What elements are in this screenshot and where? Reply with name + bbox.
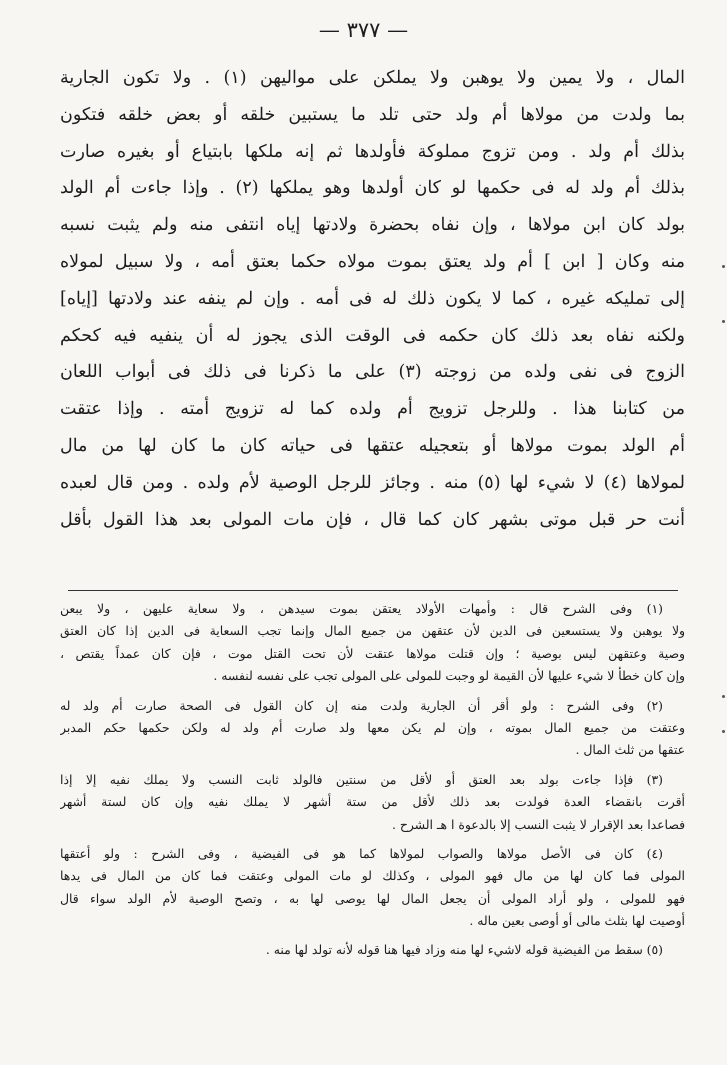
main-text-line: من كتابنا هذا . وللرجل تزويج أم ولده كما له تزويج أمته . وإذا عتقت bbox=[60, 399, 685, 420]
main-text-line: لمولاها (٤) لا شيء لها (٥) منه . وجائز للرجل الوصية لأم ولده . ومن قال لعبده bbox=[60, 472, 685, 493]
footnote-1 bbox=[60, 598, 685, 688]
footnote-line: (٤) كان فى الأصل مولاها والصواب لمولاها كما هو فى الفيضية ، وفى الشرح : ولو أعتقها bbox=[60, 845, 663, 861]
footnote-line: وصية وعتقهن ليس بوصية ؛ وإن قتلت مولاها عتقت لأن تحت القتل موت ، فإن كان عمداً يقتص ، bbox=[60, 645, 685, 661]
footnote-4 bbox=[60, 843, 685, 933]
main-text-line: أم الولد بموت مولاها أو بتعجيله عتقها فى حياته كان ما كان لها من مال bbox=[60, 435, 685, 456]
footnote-divider bbox=[68, 590, 678, 591]
footnote-line: ولا يوهبن ولا يستسعين فى الدين لأن عتقهن من جميع المال وإنما تجب السعاية فى الدين إذا كان العتق bbox=[60, 623, 685, 639]
main-text-line: المال ، ولا يمين ولا يوهبن ولا يملكن على مواليهن (١) . ولا تكون الجارية bbox=[60, 68, 685, 88]
scan-mark bbox=[722, 695, 725, 698]
footnote-line: (٢) وفى الشرح : ولو أقر أن الجارية ولدت منه إن كان القول فى الصحة صارت أم ولد له bbox=[60, 697, 663, 713]
footnote-line: (٣) فإذا جاءت بولد بعد العتق أو لأقل من سنتين فالولد ثابت النسب ولا يملك نفيه إلا إذا bbox=[60, 771, 663, 787]
main-text bbox=[60, 60, 685, 538]
footnote-5 bbox=[60, 939, 685, 961]
footnote-line: أوصيت لها بثلث مالى أو أوصى بعين ماله . bbox=[469, 913, 685, 929]
footnote-line: المولى فما كان لها من مال فهو المولى ، وكذلك لو مات المولى وعتقت فما كان من المال فى يدها bbox=[60, 868, 685, 884]
scan-mark bbox=[722, 265, 725, 268]
footnote-line: فهو للمولى ، ولو أراد المولى أن يجعل المال لها يوصى لها به ، وتصح الوصية لأم الولد سواء قال bbox=[60, 890, 685, 906]
footnotes bbox=[60, 598, 685, 969]
footnote-line: (١) وفى الشرح قال : وأمهات الأولاد يعتقن بموت سيدهن ، ولا سعاية عليهن ، ولا يبعن bbox=[60, 601, 663, 616]
footnote-line: أقرت بانقضاء العدة فولدت بعد ذلك لأقل من ستة أشهر لا يملك نفيه وإن كان لستة أشهر bbox=[60, 794, 685, 810]
main-text-line: الزوج فى نفى ولده من زوجته (٣) على ما ذكرنا فى ذلك فى أبواب اللعان bbox=[60, 362, 685, 383]
footnote-line: فصاعدا بعد الإقرار لا يثبت النسب إلا بالدعوة ا هـ الشرح . bbox=[391, 816, 685, 832]
footnote-line: عتقها من ثلث المال . bbox=[575, 742, 685, 758]
main-text-line: أنت حر قبل موتى بشهر كان كما قال ، فإن مات المولى بعد هذا القول بأقل bbox=[60, 509, 685, 530]
footnote-line: وإن كان خطأ لا شيء عليها لأن القيمة لو وجبت للمولى على المولى تجب على نفسه لنفسه . bbox=[213, 668, 685, 684]
main-text-line: إلى تمليكه غيره ، كما لا يكون ذلك له فى أمه . وإن لم ينفه عند ولادتها [إياه] bbox=[60, 288, 685, 309]
main-text-line: ولكنه نفاه بعد ذلك كان حكمه فى الوقت الذى يجوز له أن ينفيه فيه كحكم bbox=[60, 325, 685, 346]
main-text-line: بذلك أم ولد . ومن تزوج مملوكة فأولدها ثم إنه ملكها بابتياع أو بغيره صارت bbox=[60, 141, 685, 162]
main-text-line: بما ولدت من مولاها أم ولد حتى تلد ما يستبين خلقه أو بعض خلقه فتكون bbox=[60, 104, 685, 125]
footnote-3 bbox=[60, 769, 685, 836]
main-text-line: بولد كان ابن مولاها ، وإن نفاه بحضرة ولادتها إياه انتفى منه ولم يثبت نسبه bbox=[60, 215, 685, 236]
scan-mark bbox=[722, 320, 725, 323]
main-text-line: منه وكان [ ابن ] أم ولد يعتق بموت مولاه حكما بعتق أمه ، ولا سبيل لمولاه bbox=[60, 251, 685, 272]
footnote-line: (٥) سقط من الفيضية قوله لاشيء لها منه وزاد فيها هنا قوله لأنه تولد لها منه . bbox=[265, 942, 663, 958]
main-text-line: بذلك أم ولد له فى حكمها لو كان أولدها وهو يملكها (٢) . وإذا جاءت أم الولد bbox=[60, 178, 685, 199]
footnote-line: وعتقت من جميع المال بموته ، وإن لم يكن معها ولد صارت أم ولد له ولكن حكمها حكم المدبر bbox=[60, 719, 685, 735]
scan-mark bbox=[722, 730, 725, 733]
page-number: — ٣٧٧ — bbox=[318, 18, 409, 42]
footnote-2 bbox=[60, 695, 685, 762]
